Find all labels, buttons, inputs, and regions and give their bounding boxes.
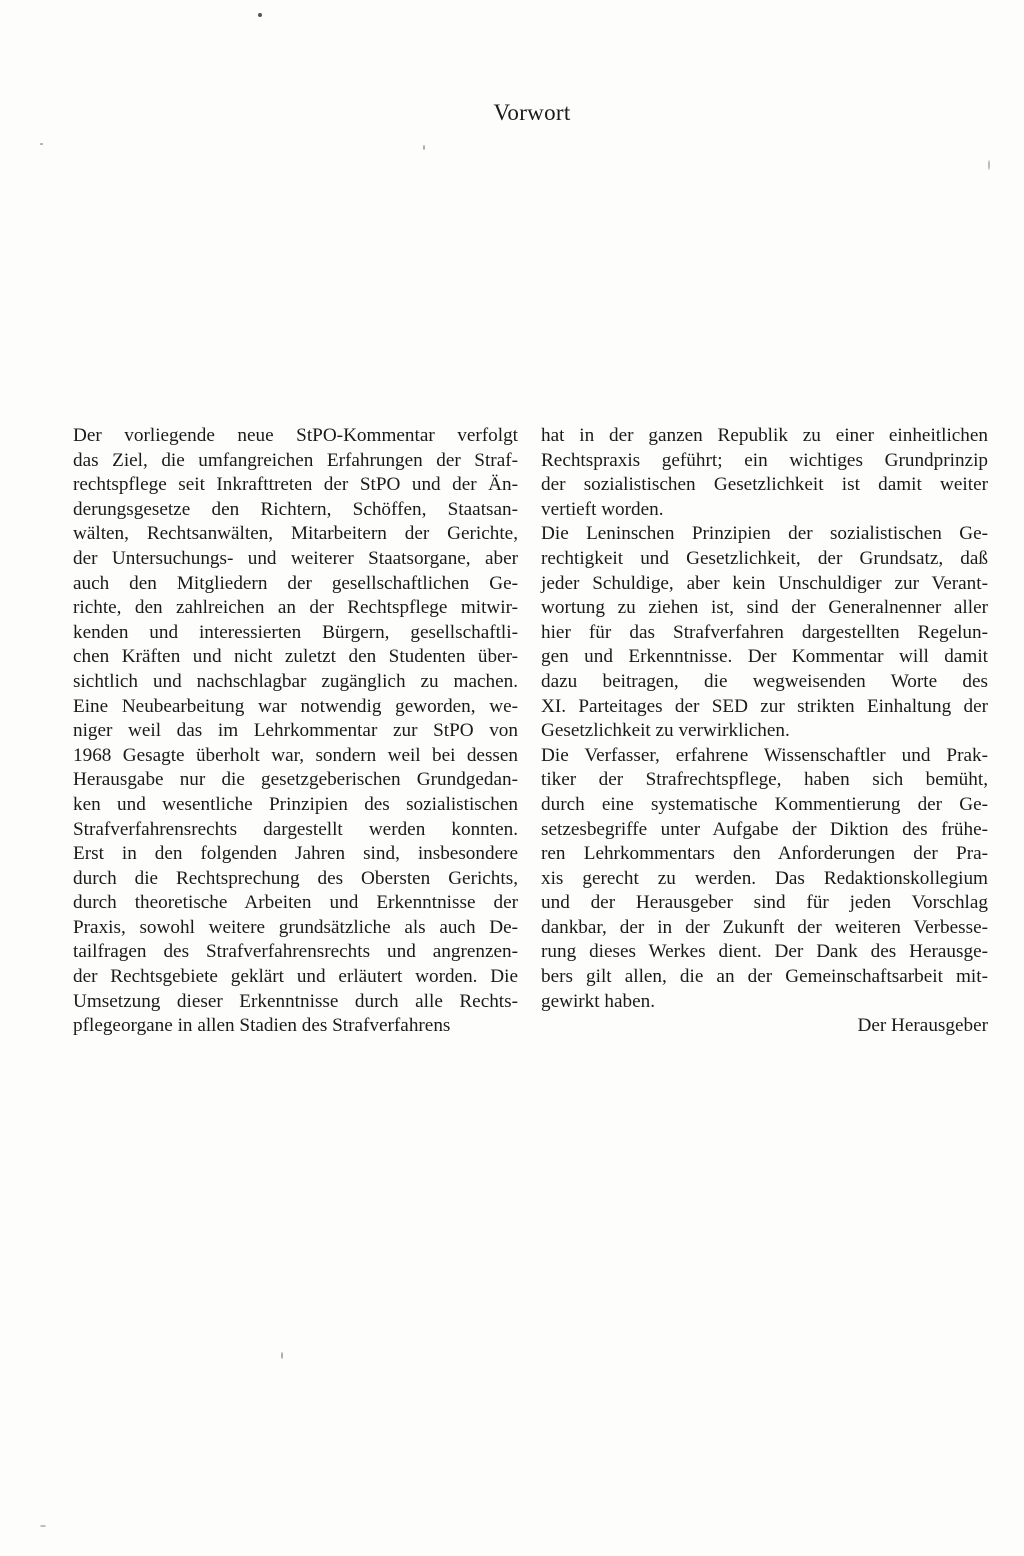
text-line: Die Leninschen Prinzipien der sozialistischen Ge-: [541, 523, 988, 545]
text-line: vertieft worden.: [541, 498, 664, 520]
text-line: Umsetzung dieser Erkenntnisse durch alle Rechts-: [73, 990, 518, 1012]
text-line: Praxis, sowohl weitere grundsätzliche als auch De-: [73, 916, 518, 938]
text-line: rechtigkeit und Gesetzlichkeit, der Grundsatz, daß: [541, 547, 988, 569]
text-line: ken und wesentliche Prinzipien des sozialistischen: [73, 793, 518, 815]
text-line: Gesetzlichkeit zu verwirklichen.: [541, 720, 790, 742]
page-title: Vorwort: [493, 100, 571, 125]
text-line: 1968 Gesagte überholt war, sondern weil bei dessen: [73, 744, 518, 766]
text-line: wälten, Rechtsanwälten, Mitarbeitern der Gerichte,: [73, 523, 518, 545]
text-line: Erst in den folgenden Jahren sind, insbesondere: [73, 843, 518, 865]
text-line: hier für das Strafverfahren dargestellten Regelun-: [541, 621, 988, 643]
scan-speck: [423, 145, 425, 150]
scan-speck: [40, 143, 43, 145]
text-line: Strafverfahrensrechts dargestellt werden konnten.: [73, 818, 518, 840]
text-line: Der vorliegende neue StPO-Kommentar verfolgt: [73, 425, 518, 446]
text-line: durch theoretische Arbeiten und Erkenntnisse der: [73, 892, 518, 914]
text-line: chen Kräften und nicht zuletzt den Studenten über-: [73, 646, 518, 668]
text-line: setzesbegriffe unter Aufgabe der Diktion des frühe-: [541, 818, 988, 840]
text-line: gewirkt haben.: [541, 990, 656, 1012]
scan-speck: [281, 1352, 283, 1359]
text-line: gen und Erkenntnisse. Der Kommentar will damit: [541, 646, 988, 668]
text-line: tiker der Strafrechtspflege, haben sich bemüht,: [541, 769, 988, 791]
text-line: der sozialistischen Gesetzlichkeit ist damit weiter: [541, 474, 988, 496]
text-line: xis gerecht zu werden. Das Redaktionskollegium: [541, 867, 988, 889]
text-line: dankbar, der in der Zukunft der weiteren Verbesse-: [541, 916, 988, 938]
text-line: rechtspflege seit Inkrafttreten der StPO und der Än-: [73, 474, 518, 496]
text-line: durch eine systematische Kommentierung der Ge-: [541, 793, 988, 815]
text-line: der Rechtsgebiete geklärt und erläutert worden. Die: [73, 966, 518, 988]
text-line: ren Lehrkommentars den Anforderungen der Pra-: [541, 843, 988, 865]
scan-speck: [40, 1525, 46, 1527]
text-line: Rechtspraxis geführt; ein wichtiges Grundprinzip: [541, 449, 988, 471]
signature: Der Herausgeber: [857, 1015, 988, 1037]
text-line: wortung zu ziehen ist, sind der Generalnenner aller: [541, 597, 988, 619]
text-line: auch den Mitgliedern der gesellschaftlichen Ge-: [73, 572, 518, 594]
text-line: XI. Parteitages der SED zur strikten Einhaltung der: [541, 695, 988, 717]
text-line: rung dieses Werkes dient. Der Dank des Herausge-: [541, 941, 988, 963]
right-text-column: [541, 424, 988, 1039]
text-line: dazu beitragen, die wegweisenden Worte des: [541, 670, 988, 692]
text-line: pflegeorgane in allen Stadien des Strafverfahrens: [73, 1015, 451, 1037]
text-line: tailfragen des Strafverfahrensrechts und angrenzen-: [73, 941, 518, 963]
text-line: niger weil das im Lehrkommentar zur StPO von: [73, 720, 518, 742]
text-line: sichtlich und nachschlagbar zugänglich zu machen.: [73, 670, 518, 692]
text-line: hat in der ganzen Republik zu einer einheitlichen: [541, 425, 988, 446]
left-text-column: [73, 424, 518, 1039]
text-line: derungsgesetze den Richtern, Schöffen, Staatsan-: [73, 498, 518, 520]
text-line: richte, den zahlreichen an der Rechtspflege mitwir-: [73, 597, 518, 619]
text-line: bers gilt allen, die an der Gemeinschaftsarbeit mit-: [541, 966, 988, 988]
text-line: der Untersuchungs- und weiterer Staatsorgane, aber: [73, 547, 518, 569]
scan-speck: [258, 13, 262, 17]
scan-speck: [988, 160, 990, 170]
text-line: kenden und interessierten Bürgern, gesellschaftli-: [73, 621, 518, 643]
text-line: jeder Schuldige, aber kein Unschuldiger zur Verant-: [541, 572, 988, 594]
text-line: und der Herausgeber sind für jeden Vorschlag: [541, 892, 988, 914]
text-line: Die Verfasser, erfahrene Wissenschaftler und Prak-: [541, 744, 988, 766]
text-line: Herausgabe nur die gesetzgeberischen Grundgedan-: [73, 769, 518, 791]
text-line: durch die Rechtsprechung des Obersten Gerichts,: [73, 867, 518, 889]
text-line: Eine Neubearbeitung war notwendig geworden, we-: [73, 695, 518, 717]
text-line: das Ziel, die umfangreichen Erfahrungen der Straf-: [73, 449, 518, 471]
